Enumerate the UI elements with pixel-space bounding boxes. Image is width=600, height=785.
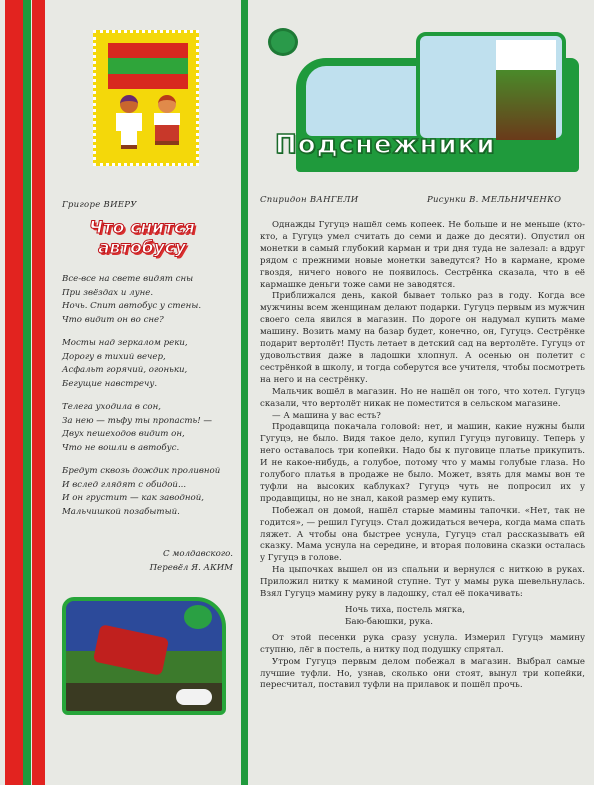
lullaby-verse: [260, 605, 585, 629]
paragraph: — А машина у вас есть?: [272, 410, 381, 421]
credit-line: С молдавского.: [162, 549, 233, 559]
poem-line: Дорогу в тихий вечер,: [62, 351, 166, 362]
girl-figure: [152, 95, 182, 155]
poem-line: Мосты над зеркалом реки,: [62, 338, 188, 348]
paragraph: От этой песенки рука сразу уснула. Измерил Гугуцэ мамину ступню, лёг в постель, а нитку под подушку спрятал.: [260, 632, 585, 655]
paragraph: Мальчик вошёл в магазин. Но не нашёл он того, что хотел. Гугуцэ сказали, что вертолёт никак не поместится в сельском магазине.: [260, 386, 585, 409]
green-border-stripe: [23, 0, 31, 785]
story-title: Подснежники: [275, 130, 496, 160]
illustrator-credit: Рисунки В. МЕЛЬНИЧЕНКО: [427, 195, 562, 205]
flag-stamp-illustration: [93, 30, 199, 166]
poem-author: Григоре ВИЕРУ: [62, 200, 137, 210]
snowdrop-flowers: [496, 40, 556, 140]
paragraph: Однажды Гугуцэ нашёл семь копеек. Не больше и не меньше (кто-кто, а Гугуцэ умел считать до семи и даже до десяти). Опустил он монетки в самый глубокий карман и три дня туда не залезал: а вдруг рядом с прежними новые монетки заведутся? Но в кармане, кроме гвоздя, ничего нового не появилось. Сестрёнка сказала, что в её кармашке деньги тоже сами не заводятся.: [260, 220, 585, 290]
poem-line: Бредут сквозь дождик проливной: [62, 466, 221, 476]
translation-credit: [60, 548, 233, 575]
poem-line: Ночь. Спит автобус у стены.: [62, 301, 202, 311]
flower-icon: [268, 28, 298, 56]
poem-line: Что видит он во сне?: [62, 314, 164, 325]
poem-line: Двух пешеходов видит он,: [62, 429, 185, 439]
poem-line: Мальчишкой позабытый.: [62, 506, 180, 517]
poem-text: [62, 273, 237, 529]
boy-figure: [114, 95, 144, 155]
red-border-stripe-inner: [32, 0, 45, 785]
poem-line: Что не вошли в автобус.: [62, 442, 180, 453]
column-divider: [241, 0, 248, 785]
story-author: Спиридон ВАНГЕЛИ: [260, 195, 359, 205]
poem-line: Бегущие навстречу.: [62, 378, 158, 389]
poem-line: За нею — тьфу ты пропасть! —: [62, 415, 213, 426]
poem-stanza: [62, 465, 237, 519]
flower-icon: [184, 605, 212, 629]
paragraph: Утром Гугуцэ первым делом побежал в магазин. Выбрал самые лучшие туфли. Но, узнав, сколько они стоят, вынул три копейки, пересчитал, поставил туфли на прилавок и пошёл прочь.: [260, 656, 585, 691]
poem-line: Асфальт горячий, огоньки,: [62, 365, 188, 375]
story-body: [260, 220, 585, 692]
credit-line: Перевёл Я. АКИМ: [149, 562, 233, 573]
paragraph: Побежал он домой, нашёл старые мамины тапочки. «Нет, так не годится», — решил Гугуцэ. Стал дожидаться вечера, когда мама спать ляжет. А чтобы она быстрее уснула, Гугуцэ стал рассказывать ей сказку. Мама уснула на середине, и вторая половина сказки осталась у Гугуцэ в голове.: [260, 505, 585, 564]
flag-icon: [108, 43, 188, 89]
poem-line: И он грустит — как заводной,: [62, 493, 204, 503]
verse-line: Ночь тиха, постель мягка,: [345, 605, 465, 615]
poem-stanza: [62, 273, 237, 327]
red-border-stripe: [5, 0, 23, 785]
poem-title: Что снится автобусу: [89, 218, 195, 258]
verse-line: Баю-баюшки, рука.: [345, 616, 433, 627]
paragraph: Продавщица покачала головой: нет, и машин, какие нужны были Гугуцэ, не было. Видя такое дело, купил Гугуцэ пуговицу. Теперь у него оставалось три копейки. Надо бы к пуговице платье прикупить. И не какое-нибудь, а голубое, потому что у мамы голубые глаза. Но голубого платья в продаже не было. Может, взять для мамы вон те туфли на высоких каблуках? Гугуцэ чуть не попросил их у продавщицы, но не знал, какой размер ему купить.: [260, 422, 585, 504]
paragraph: На цыпочках вышел он из спальни и вернулся с ниткою в руках. Приложил нитку к маминой ступне. Тут у мамы рука шевельнулась. Взял Гугуцэ мамину руку в ладошку, стал её покачивать:: [260, 565, 585, 600]
poem-stanza: [62, 401, 237, 455]
poem-line: При звёздах и луне.: [62, 287, 154, 298]
poem-line: И вслед глядят с обидой...: [62, 479, 187, 490]
poem-line: Все-все на свете видят сны: [62, 274, 194, 284]
poem-line: Телега уходила в сон,: [62, 402, 162, 412]
paragraph: Приближался день, какой бывает только раз в году. Когда все мужчины всем женщинам делают подарки. Гугуцэ первым из мужчин своего села явился в магазин. По дороге он надумал купить маме машину. Возить маму на базар будет, конечно, он, Гугуцэ. Сестрёнке подарит вертолёт! Пусть летает в детский сад на вертолёте. Гугуцэ от удовольствия даже в ладошки хлопнул. А осенью он полетит с сестрёнкой в школу, и тогда соберутся все учителя, чтобы посмотреть на него и на сестрёнку.: [260, 291, 585, 385]
poem-stanza: [62, 337, 237, 391]
